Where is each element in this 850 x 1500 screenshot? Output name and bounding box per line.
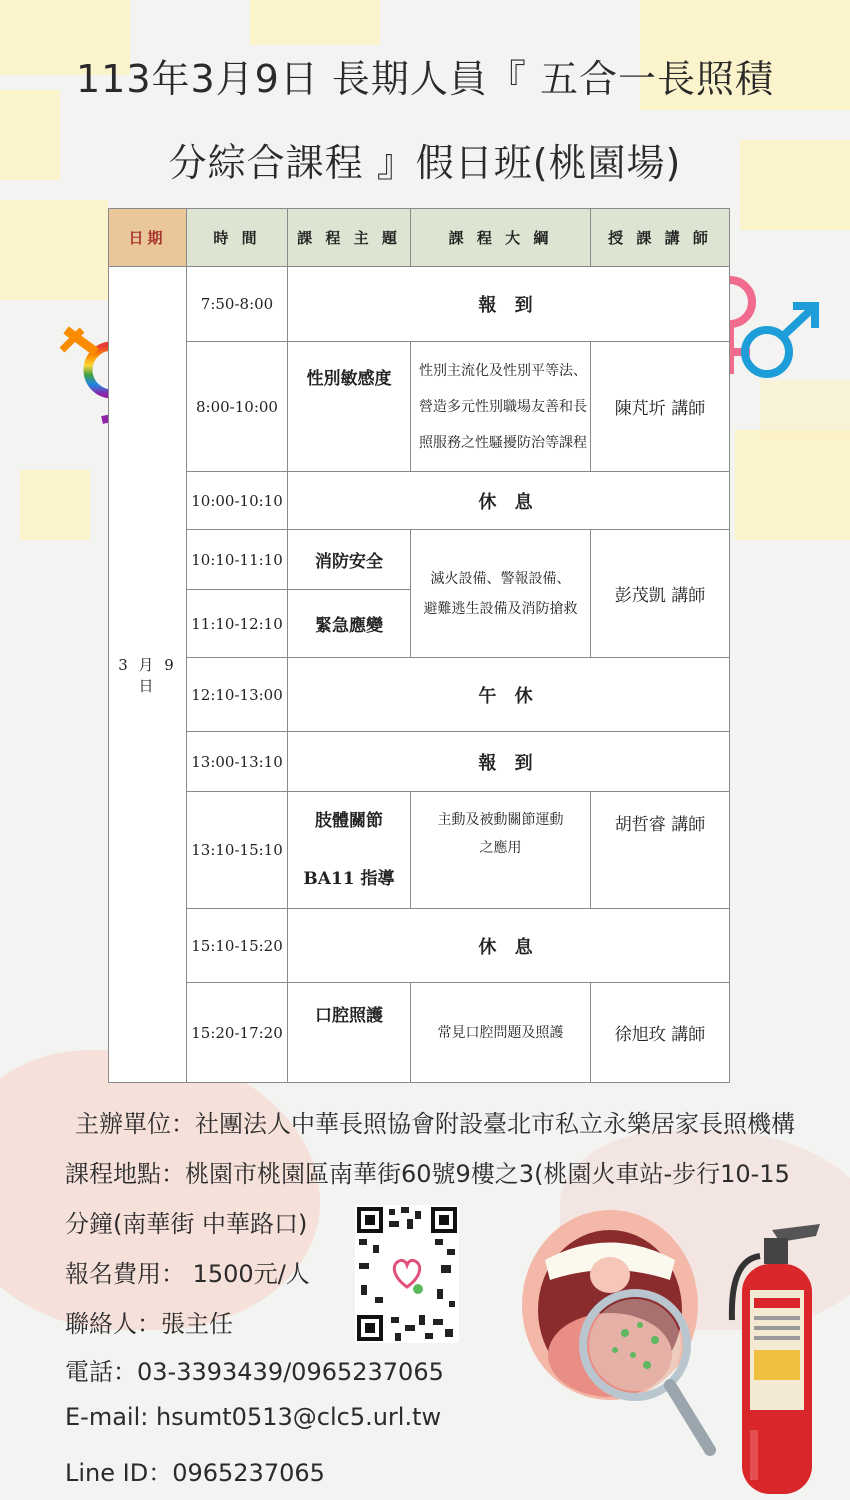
- outline-line: 之應用: [479, 840, 522, 856]
- time-cell: 7:50-8:00: [187, 267, 288, 342]
- topic-cell: 性別敏感度: [288, 342, 411, 472]
- table-row: [109, 983, 730, 1083]
- outline-cell: 常見口腔問題及照護: [411, 983, 591, 1083]
- header-teacher: 授 課 講 師: [591, 209, 730, 267]
- teacher-cell: 胡哲睿 講師: [591, 792, 730, 909]
- line-id-text: Line ID：0965237065: [65, 1459, 325, 1487]
- page-title-line1: 113年3月9日 長期人員『 五合一長照積: [75, 57, 775, 101]
- email-text: E-mail: hsumt0513@clc5.url.tw: [65, 1403, 442, 1431]
- topic-cell: 口腔照護: [288, 983, 411, 1083]
- break-cell: 報 到: [288, 267, 730, 342]
- bg-block: [20, 470, 90, 540]
- bg-block: [250, 0, 380, 45]
- bg-block: [0, 200, 108, 300]
- contact-text: 聯絡人：張主任: [65, 1310, 233, 1338]
- outline-cell: [411, 342, 591, 472]
- table-row: [109, 267, 730, 342]
- table-row: [109, 909, 730, 983]
- outline-line: 照服務之性騷擾防治等課程: [419, 434, 587, 451]
- header-date: 日期: [109, 209, 187, 267]
- outline-line: 避難逃生設備及消防搶救: [423, 600, 578, 617]
- topic-cell: 緊急應變: [288, 590, 411, 658]
- outline-cell: [411, 792, 591, 909]
- time-cell: 13:10-15:10: [187, 792, 288, 909]
- date-cell: 3 月 9 日: [109, 267, 187, 1083]
- topic-cell: 消防安全: [288, 530, 411, 590]
- teacher-cell: 陳芃圻 講師: [591, 342, 730, 472]
- teacher-cell: 徐旭玫 講師: [591, 983, 730, 1083]
- outline-line: 滅火設備、警報設備、: [430, 570, 571, 587]
- location-continued-text: 分鐘(南華街 中華路口): [65, 1210, 308, 1238]
- break-cell: 休 息: [288, 909, 730, 983]
- table-row: [109, 732, 730, 792]
- header-time: 時 間: [187, 209, 288, 267]
- table-row: [109, 472, 730, 530]
- outline-line: 主動及被動關節運動: [437, 812, 564, 828]
- time-cell: 15:10-15:20: [187, 909, 288, 983]
- topic-line: BA11 指導: [303, 869, 395, 889]
- time-cell: 12:10-13:00: [187, 658, 288, 732]
- break-cell: 休 息: [288, 472, 730, 530]
- table-row: [109, 792, 730, 909]
- qr-code-icon: [355, 1205, 459, 1343]
- table-row: [109, 342, 730, 472]
- organizer-text: 主辦單位：社團法人中華長照協會附設臺北市私立永樂居家長照機構: [75, 1110, 795, 1138]
- location-text: 課程地點：桃園市桃園區南華街60號9樓之3(桃園火車站-步行10-15: [65, 1160, 790, 1188]
- mouth-illustration-icon: [515, 1205, 735, 1470]
- outline-line: 性別主流化及性別平等法、: [419, 362, 587, 379]
- fire-extinguisher-icon: [720, 1220, 830, 1500]
- teacher-cell: 彭茂凱 講師: [591, 530, 730, 658]
- topic-line: 肢體關節: [315, 811, 383, 831]
- time-cell: 10:10-11:10: [187, 530, 288, 590]
- table-row: [109, 530, 730, 590]
- page-title-line2: 分綜合課程 』假日班(桃園場): [168, 141, 682, 185]
- bg-block: [735, 430, 850, 540]
- time-cell: 11:10-12:10: [187, 590, 288, 658]
- break-cell: 午 休: [288, 658, 730, 732]
- schedule-table: [108, 208, 730, 1083]
- time-cell: 10:00-10:10: [187, 472, 288, 530]
- table-row: [109, 658, 730, 732]
- phone-text: 電話：03-3393439/0965237065: [65, 1358, 444, 1386]
- time-cell: 13:00-13:10: [187, 732, 288, 792]
- outline-line: 營造多元性別職場友善和長: [419, 398, 587, 415]
- time-cell: 8:00-10:00: [187, 342, 288, 472]
- topic-cell: [288, 792, 411, 909]
- outline-cell: [411, 530, 591, 658]
- table-header-row: [109, 209, 730, 267]
- header-outline: 課 程 大 綱: [411, 209, 591, 267]
- time-cell: 15:20-17:20: [187, 983, 288, 1083]
- break-cell: 報 到: [288, 732, 730, 792]
- fee-text: 報名費用： 1500元/人: [65, 1260, 310, 1288]
- header-topic: 課 程 主 題: [288, 209, 411, 267]
